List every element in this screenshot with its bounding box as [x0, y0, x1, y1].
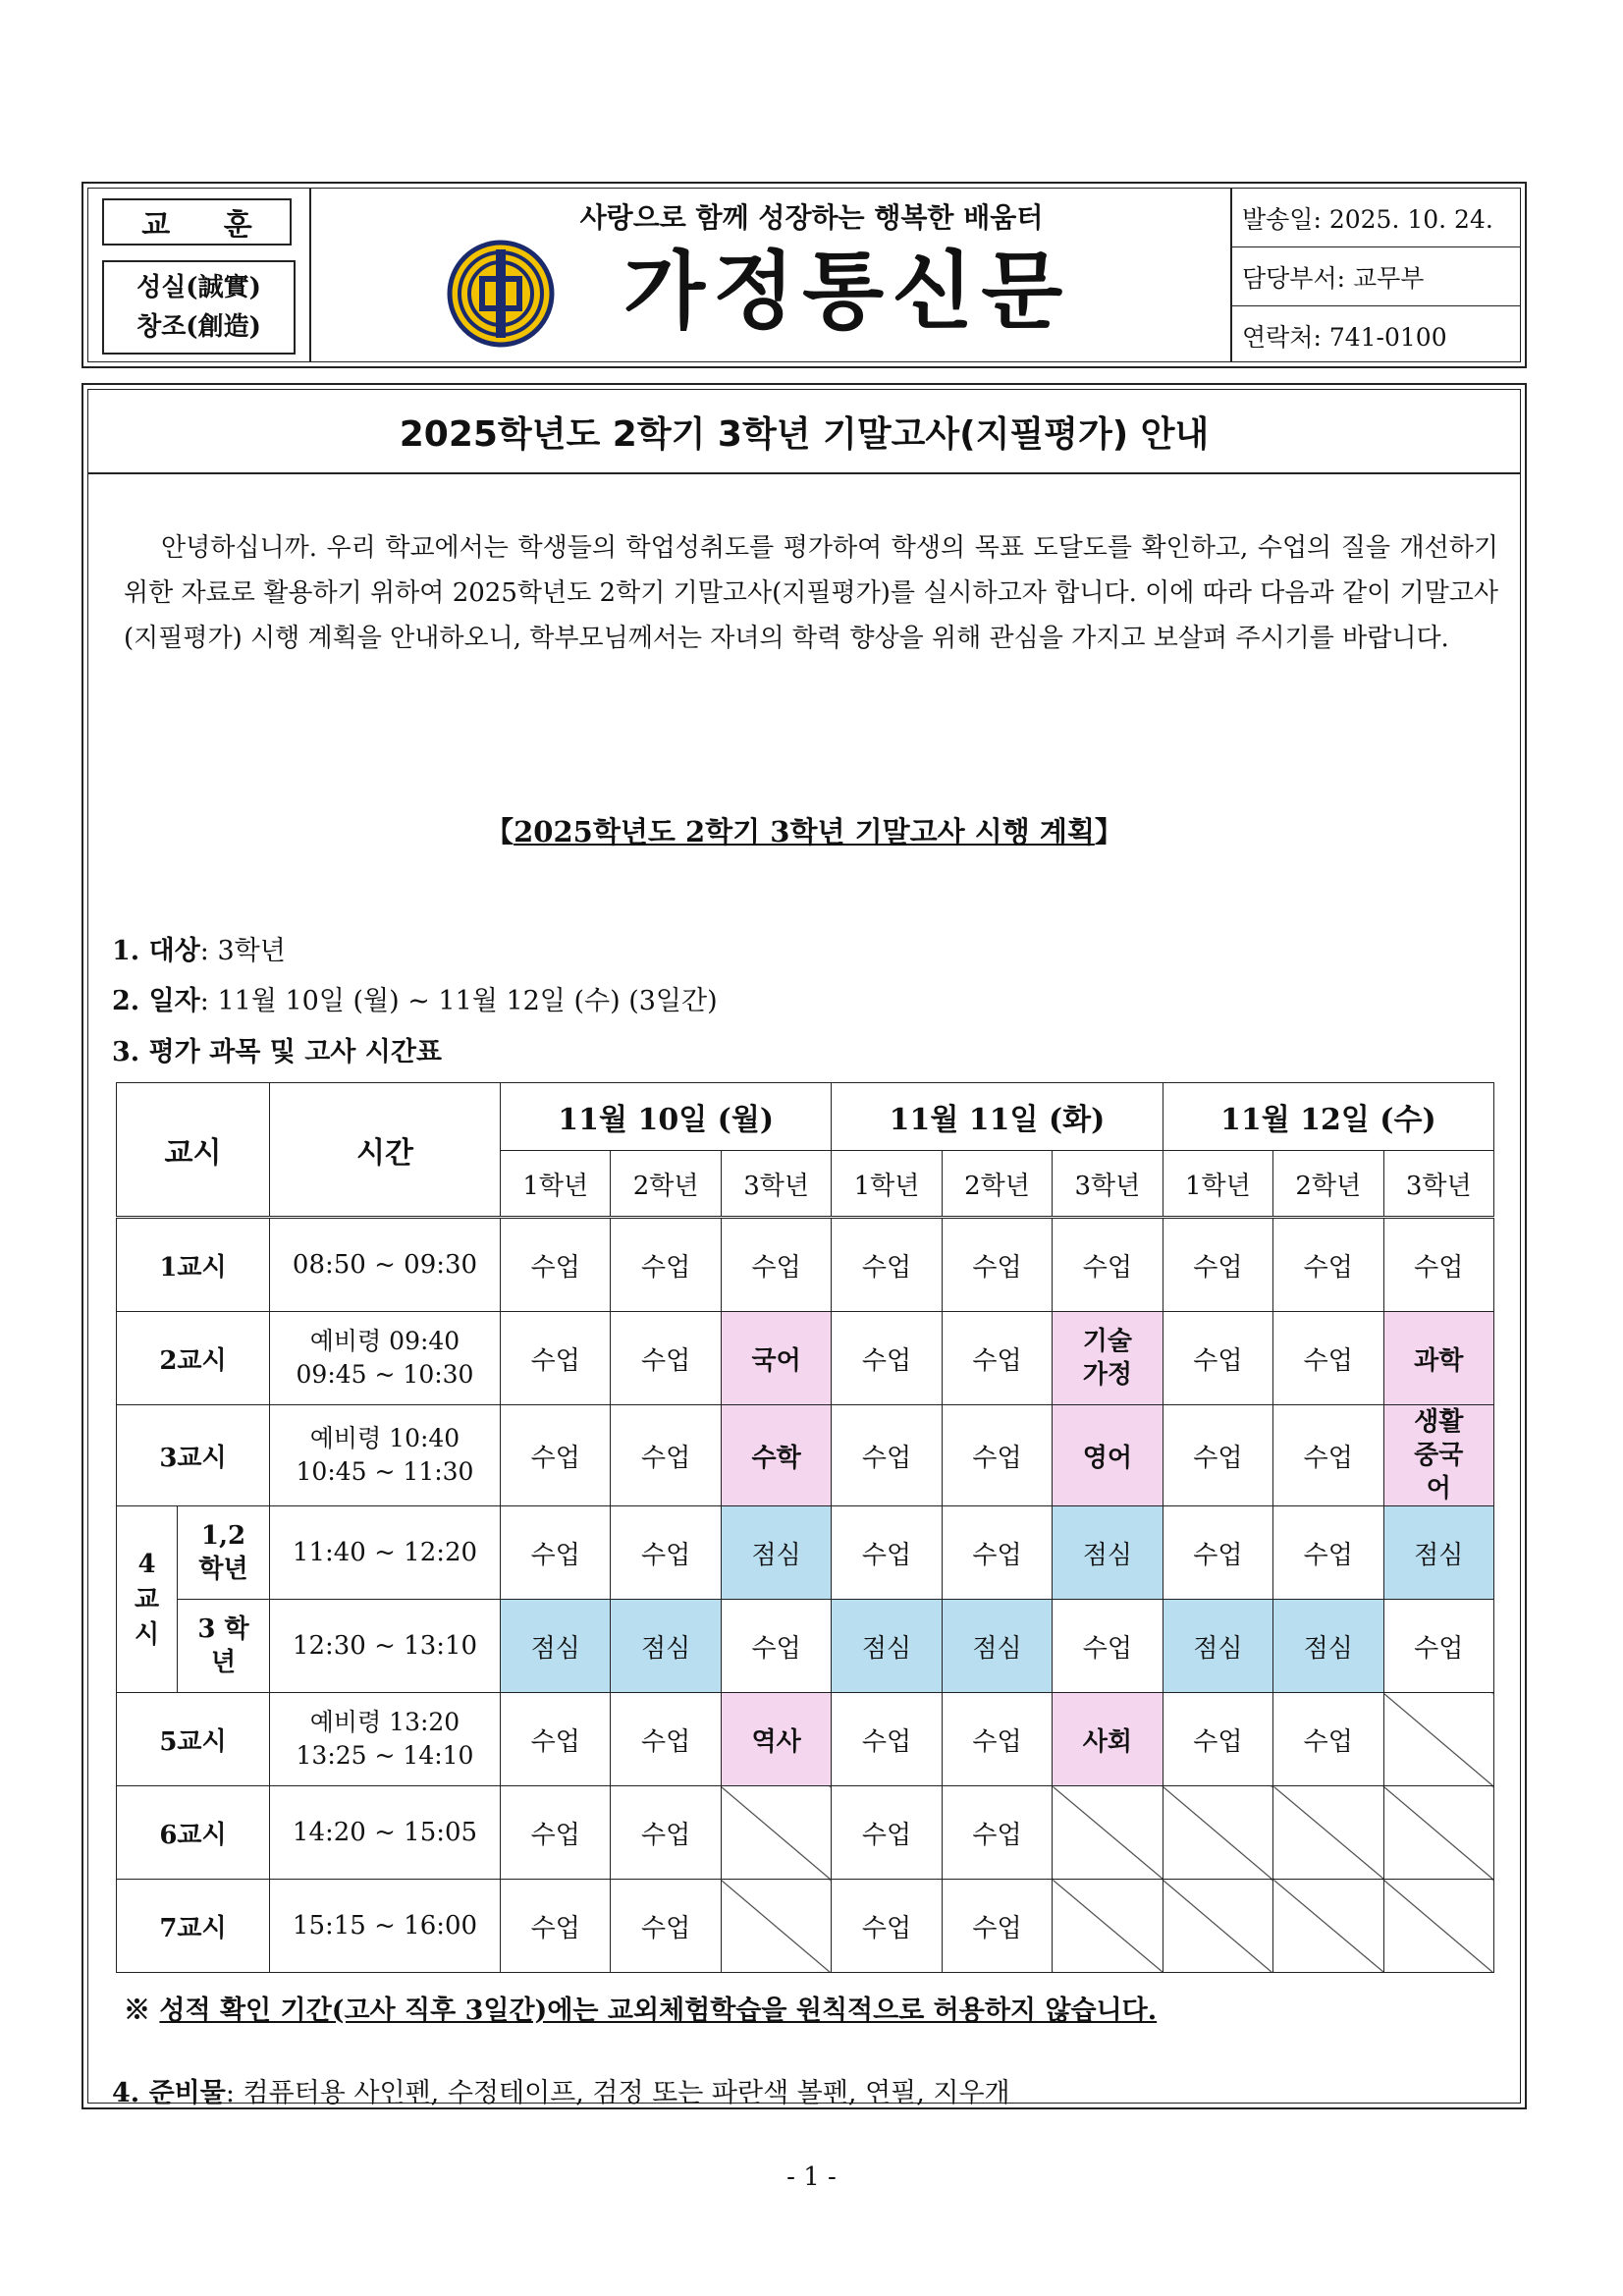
header-grade: 1학년: [832, 1151, 942, 1218]
period-label: 1교시: [117, 1218, 270, 1312]
empty-slot: [721, 1786, 831, 1880]
item-target: [112, 929, 286, 967]
class-cell: 수업: [611, 1405, 721, 1506]
lunch-cell: 점심: [501, 1600, 611, 1693]
class-cell: 수업: [942, 1405, 1052, 1506]
school-logo-icon: [447, 240, 555, 348]
header-time: 시간: [270, 1083, 501, 1218]
table-row: [117, 1506, 1494, 1600]
period-label: 2교시: [117, 1312, 270, 1405]
header-period: 교시: [117, 1083, 270, 1218]
time-cell: 11:40 ~ 12:20: [270, 1506, 501, 1600]
class-cell: 수업: [832, 1506, 942, 1600]
time-cell: [270, 1693, 501, 1786]
prelim-bell: 예비령 13:20: [309, 1708, 460, 1736]
motto-line-1: 성실(誠實): [136, 273, 261, 302]
time-cell: 15:15 ~ 16:00: [270, 1880, 501, 1973]
bracket-open: 【: [485, 815, 514, 848]
document-body: [81, 383, 1527, 2109]
table-row: [117, 1312, 1494, 1405]
class-cell: 수업: [611, 1506, 721, 1600]
time-cell: 12:30 ~ 13:10: [270, 1600, 501, 1693]
class-cell: 수업: [832, 1880, 942, 1973]
class-cell: 수업: [501, 1786, 611, 1880]
motto-panel: [88, 189, 311, 361]
class-cell: 수업: [1383, 1600, 1494, 1693]
period-4-label: 4 교 시: [117, 1506, 178, 1693]
notice: [124, 1989, 1157, 2027]
department: 담당부서: 교무부: [1232, 247, 1520, 306]
time-cell: 08:50 ~ 09:30: [270, 1218, 501, 1312]
class-cell: 수업: [611, 1312, 721, 1405]
class-cell: 수업: [832, 1693, 942, 1786]
motto-values: [102, 260, 296, 355]
prelim-bell: 예비령 09:40: [309, 1327, 460, 1355]
exam-subject-cell: 국어: [721, 1312, 831, 1405]
class-cell: 수업: [1273, 1693, 1383, 1786]
header-grade: 3학년: [721, 1151, 831, 1218]
exam-subject-cell: 과학: [1383, 1312, 1494, 1405]
header-date-3: 11월 12일 (수): [1163, 1083, 1493, 1151]
item-dates: [112, 979, 718, 1017]
masthead: [309, 189, 1314, 361]
plan-heading: [88, 810, 1520, 850]
issue-date: 발송일: 2025. 10. 24.: [1232, 189, 1520, 247]
empty-slot: [1163, 1880, 1272, 1973]
class-cell: 수업: [942, 1218, 1052, 1312]
empty-slot: [721, 1880, 831, 1973]
header-grade: 1학년: [1163, 1151, 1272, 1218]
class-cell: 수업: [942, 1786, 1052, 1880]
empty-slot: [1053, 1880, 1163, 1973]
period-label: 7교시: [117, 1880, 270, 1973]
class-cell: 수업: [1383, 1218, 1494, 1312]
period-4-sub-label: 3 학년: [178, 1600, 270, 1693]
lunch-cell: 점심: [1383, 1506, 1494, 1600]
motto-line-2: 창조(創造): [136, 312, 261, 342]
class-cell: 수업: [832, 1312, 942, 1405]
class-cell: 수업: [611, 1693, 721, 1786]
time-cell: [270, 1405, 501, 1506]
class-cell: 수업: [501, 1405, 611, 1506]
period-label: 6교시: [117, 1786, 270, 1880]
class-cell: 수업: [501, 1880, 611, 1973]
class-cell: 수업: [1273, 1405, 1383, 1506]
school-slogan: 사랑으로 함께 성장하는 행복한 배움터: [579, 201, 1044, 234]
class-cell: 수업: [1163, 1405, 1272, 1506]
class-cell: 수업: [611, 1786, 721, 1880]
header-grade: 3학년: [1053, 1151, 1163, 1218]
item-dates-value: : 11월 10일 (월) ~ 11월 12일 (수) (3일간): [199, 986, 718, 1016]
time-range: 13:25 ~ 14:10: [296, 1741, 474, 1770]
exam-subject-cell: 기술 가정: [1053, 1312, 1163, 1405]
class-cell: 수업: [1053, 1218, 1163, 1312]
exam-schedule: [116, 1082, 1494, 1973]
notice-mark: ※: [124, 1995, 150, 2026]
period-label: 5교시: [117, 1693, 270, 1786]
page-number: - 1 -: [786, 2162, 837, 2192]
class-cell: 수업: [942, 1506, 1052, 1600]
period-4-sub-label: 1,2 학년: [178, 1506, 270, 1600]
exam-subject-cell: 생활 중국어: [1383, 1405, 1494, 1506]
class-cell: 수업: [942, 1312, 1052, 1405]
class-cell: 수업: [832, 1405, 942, 1506]
header-date-2: 11월 11일 (화): [832, 1083, 1163, 1151]
table-row: [117, 1218, 1494, 1312]
intro-paragraph: 안녕하십니까. 우리 학교에서는 학생들의 학업성취도를 평가하여 학생의 목표 도달도를 확인하고, 수업의 질을 개선하기 위한 자료로 활용하기 위하여 2025학년도 2학기 기말고사(지필평가)를 실시하고자 합니다. 이에 따라 다음과 같이 기말고사(지필평가) 시행 계획을 안내하오니, 학부모님께서는 자녀의 학력 향상을 위해 관심을 가지고 보살펴 주시기를 바랍니다.: [124, 533, 1498, 653]
lunch-cell: 점심: [942, 1600, 1052, 1693]
class-cell: 수업: [1163, 1506, 1272, 1600]
class-cell: 수업: [1273, 1218, 1383, 1312]
class-cell: 수업: [721, 1600, 831, 1693]
table-row: [117, 1600, 1494, 1693]
table-row: [117, 1786, 1494, 1880]
empty-slot: [1383, 1880, 1494, 1973]
class-cell: 수업: [501, 1693, 611, 1786]
header-grade: 3학년: [1383, 1151, 1494, 1218]
lunch-cell: 점심: [721, 1506, 831, 1600]
class-cell: 수업: [501, 1312, 611, 1405]
exam-subject-cell: 수학: [721, 1405, 831, 1506]
class-cell: 수업: [611, 1218, 721, 1312]
time-range: 10:45 ~ 11:30: [296, 1457, 474, 1486]
empty-slot: [1383, 1693, 1494, 1786]
empty-slot: [1053, 1786, 1163, 1880]
class-cell: 수업: [611, 1880, 721, 1973]
period-label: 3교시: [117, 1405, 270, 1506]
newsletter-header: [81, 182, 1527, 368]
class-cell: 수업: [721, 1218, 831, 1312]
page-title: 2025학년도 2학기 3학년 기말고사(지필평가) 안내: [88, 390, 1520, 474]
class-cell: 수업: [1273, 1312, 1383, 1405]
header-grade: 2학년: [1273, 1151, 1383, 1218]
class-cell: 수업: [942, 1693, 1052, 1786]
lunch-cell: 점심: [1163, 1600, 1272, 1693]
time-cell: [270, 1312, 501, 1405]
empty-slot: [1163, 1786, 1272, 1880]
class-cell: 수업: [1163, 1312, 1272, 1405]
plan-heading-text: 2025학년도 2학기 3학년 기말고사 시행 계획: [514, 815, 1095, 848]
time-cell: 14:20 ~ 15:05: [270, 1786, 501, 1880]
class-cell: 수업: [832, 1218, 942, 1312]
item-supplies-label: 4. 준비물: [112, 2078, 226, 2108]
item-target-label: 1. 대상: [112, 936, 200, 966]
table-row: [117, 1693, 1494, 1786]
exam-timetable: [116, 1082, 1494, 1973]
item-schedule-heading: 3. 평가 과목 및 고사 시간표: [112, 1037, 443, 1067]
bracket-close: 】: [1094, 815, 1123, 848]
contact: 연락처: 741-0100: [1242, 323, 1447, 352]
exam-subject-cell: 영어: [1053, 1405, 1163, 1506]
prelim-bell: 예비령 10:40: [309, 1424, 460, 1452]
class-cell: 수업: [1163, 1693, 1272, 1786]
issue-info: [1230, 189, 1520, 361]
newsletter-brand: 가정통신문: [623, 243, 1071, 341]
class-cell: 수업: [832, 1786, 942, 1880]
time-range: 09:45 ~ 10:30: [296, 1360, 474, 1389]
lunch-cell: 점심: [832, 1600, 942, 1693]
table-row: [117, 1880, 1494, 1973]
item-supplies-value: : 컴퓨터용 사인펜, 수정테이프, 검정 또는 파란색 볼펜, 연필, 지우개: [225, 2078, 1010, 2108]
lunch-cell: 점심: [611, 1600, 721, 1693]
header-date-1: 11월 10일 (월): [501, 1083, 832, 1151]
item-target-value: : 3학년: [199, 936, 286, 966]
item-supplies: [112, 2071, 1010, 2109]
class-cell: 수업: [1273, 1506, 1383, 1600]
class-cell: 수업: [1053, 1600, 1163, 1693]
header-grade: 2학년: [942, 1151, 1052, 1218]
notice-text: 성적 확인 기간(고사 직후 3일간)에는 교외체험학습을 원칙적으로 허용하지 않습니다.: [159, 1995, 1158, 2026]
lunch-cell: 점심: [1273, 1600, 1383, 1693]
motto-title: 교 훈: [102, 198, 292, 246]
exam-subject-cell: 사회: [1053, 1693, 1163, 1786]
class-cell: 수업: [501, 1506, 611, 1600]
lunch-cell: 점심: [1053, 1506, 1163, 1600]
header-grade: 2학년: [611, 1151, 721, 1218]
exam-subject-cell: 역사: [721, 1693, 831, 1786]
table-row: [117, 1405, 1494, 1506]
class-cell: 수업: [942, 1880, 1052, 1973]
empty-slot: [1273, 1880, 1383, 1973]
empty-slot: [1383, 1786, 1494, 1880]
header-grade: 1학년: [501, 1151, 611, 1218]
item-dates-label: 2. 일자: [112, 986, 200, 1016]
empty-slot: [1273, 1786, 1383, 1880]
class-cell: 수업: [1163, 1218, 1272, 1312]
class-cell: 수업: [501, 1218, 611, 1312]
